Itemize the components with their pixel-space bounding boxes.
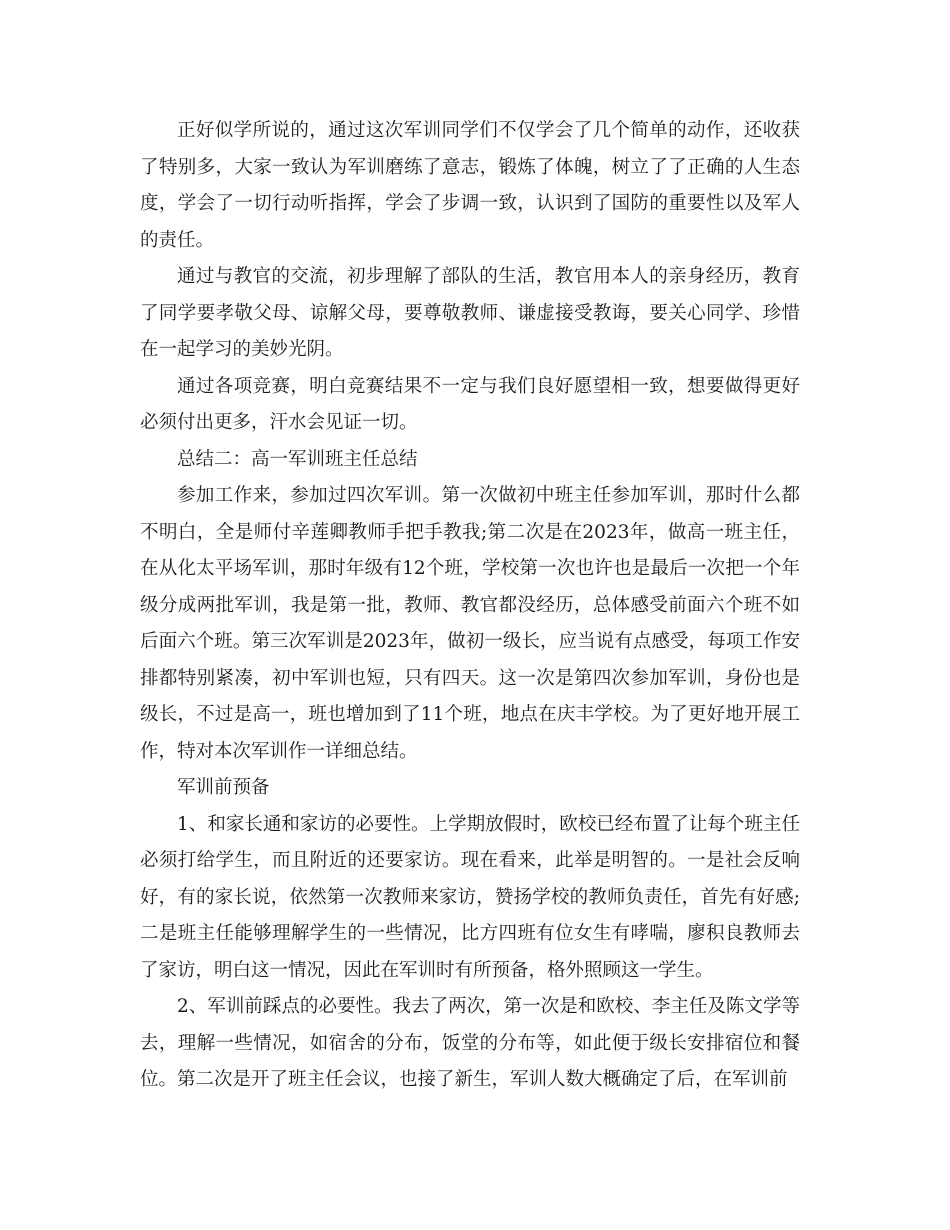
- paragraph-instructor-exchange: 通过与教官的交流，初步理解了部队的生活，教官用本人的亲身经历，教育了同学要孝敬父母、谅解父母，要尊敬教师、谦虚接受教诲，要关心同学、珍惜在一起学习的美妙光阴。: [140, 266, 800, 360]
- paragraph-four-trainings: 参加工作来，参加过四次军训。第一次做初中班主任参加军训，那时什么都不明白，全是师付辛莲卿教师手把手教我;第二次是在2023年，做高一班主任，在从化太平场军训，那时年级有12个班，学校第一次也许也是最后一次把一个年级分成两批军训，我是第一批，教师、教官都没经历，总体感受前面六个班不如后面六个班。第三次军训是2023年，做初一级长，应当说有点感受，每项工作安排都特别紧凑，初中军训也短，只有四天。这一次是第四次参加军训，身份也是级长，不过是高一，班也增加到了11个班，地点在庆丰学校。为了更好地开展工作，特对本次军训作一详细总结。: [140, 485, 800, 762]
- paragraph-military-training-gains: 正好似学所说的，通过这次军训同学们不仅学会了几个简单的动作，还收获了特别多，大家一致认为军训磨练了意志，锻炼了体魄，树立了了正确的人生态度，学会了一切行动听指挥，学会了步调一致，认识到了国防的重要性以及军人的责任。: [140, 120, 800, 251]
- paragraph-home-visits: 1、和家长通和家访的必要性。上学期放假时，欧校已经布置了让每个班主任必须打给学生，而且附近的还要家访。现在看来，此举是明智的。一是社会反响好，有的家长说，依然第一次教师来家访，赞扬学校的教师负责任，首先有好感;二是班主任能够理解学生的一些情况，比方四班有位女生有哮喘，廖积良教师去了家访，明白这一情况，因此在军训时有所预备，格外照顾这一学生。: [140, 813, 800, 981]
- section-heading-summary-two: 总结二：高一军训班主任总结: [177, 448, 418, 470]
- document-body: [140, 113, 800, 1099]
- paragraph-competitions: 通过各项竞赛，明白竞赛结果不一定与我们良好愿望相一致，想要做得更好必须付出更多，汗水会见证一切。: [140, 375, 800, 433]
- section-heading-preparation: 军训前预备: [177, 777, 270, 798]
- paragraph-site-inspection: 2、军训前踩点的必要性。我去了两次，第一次是和欧校、李主任及陈文学等去，理解一些情况，如宿舍的分布，饭堂的分布等，如此便于级长安排宿位和餐位。第二次是开了班主任会议，也接了新生，军训人数大概确定了后，在军训前: [140, 996, 800, 1090]
